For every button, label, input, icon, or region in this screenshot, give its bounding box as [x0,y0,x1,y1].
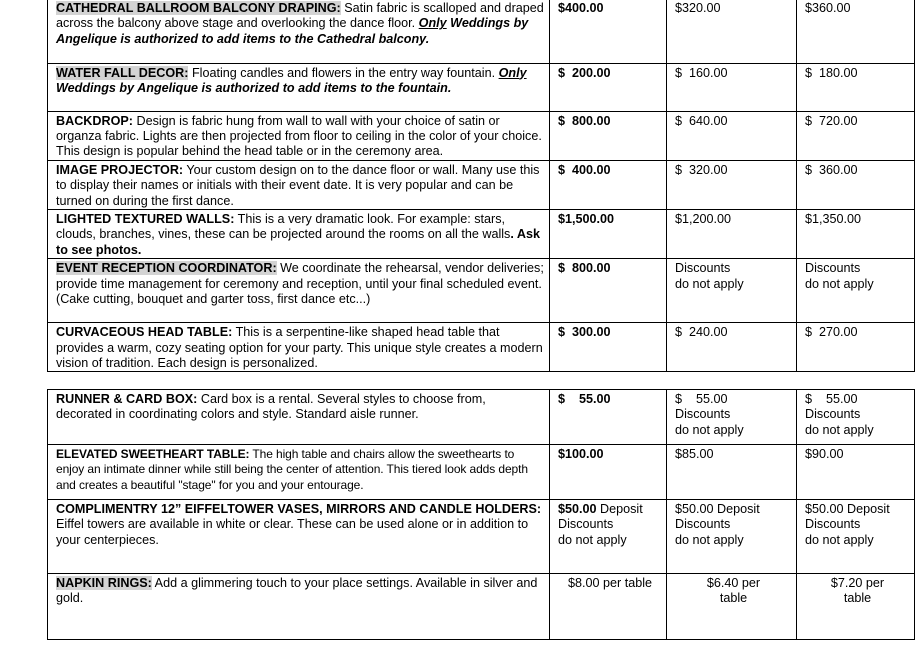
table-row [48,500,915,574]
table-row [48,574,915,640]
price-discount-2: $360.00 [797,0,915,63]
price-regular: $ 55.00 [550,390,667,445]
item-description: BACKDROP: Design is fabric hung from wall to wall with your choice of satin or organza fabric. Lights are then projected from floor to ceiling in the color of your choice. This design is popular behind the head table or in the ceremony area. [48,111,550,160]
item-title: BACKDROP: [56,113,133,128]
item-description: CATHEDRAL BALLROOM BALCONY DRAPING: Satin fabric is scalloped and draped across the balcony above stage and overlooking the dance floor. Only Weddings by Angelique is authorized to add items to the Cathedral balcony. [48,0,550,63]
table-row [48,0,915,63]
item-title: RUNNER & CARD BOX: [56,392,198,406]
table-row [48,111,915,160]
price-regular: $ 300.00 [550,323,667,372]
price-discount-1: $ 55.00 Discounts do not apply [667,390,797,445]
price-discount-1: $ 240.00 [667,323,797,372]
price-discount-2: $7.20 per table [797,574,915,640]
price-regular: $ 800.00 [550,259,667,323]
item-description: NAPKIN RINGS: Add a glimmering touch to your place settings. Available in silver and gold. [48,574,550,640]
item-title: ELEVATED SWEETHEART TABLE: [56,447,250,461]
price-discount-2: $90.00 [797,445,915,500]
item-title: CURVACEOUS HEAD TABLE: [56,325,233,340]
item-title: NAPKIN RINGS: [56,576,152,590]
item-title: WATER FALL DECOR: [56,65,189,80]
price-discount-1: $ 320.00 [667,160,797,209]
table-row [48,259,915,323]
price-regular: $8.00 per table [550,574,667,640]
price-discount-2: $1,350.00 [797,209,915,258]
price-discount-1: $85.00 [667,445,797,500]
price-discount-1: $320.00 [667,0,797,63]
price-discount-1: $50.00 Deposit Discounts do not apply [667,500,797,574]
item-description: RUNNER & CARD BOX: Card box is a rental. Several styles to choose from, decorated in coordinating colors and style. Standard aisle runner. [48,390,550,445]
price-regular: $400.00 [550,0,667,63]
price-discount-1: $1,200.00 [667,209,797,258]
table-row [48,445,915,500]
price-discount-1: $ 160.00 [667,63,797,111]
price-regular: $ 400.00 [550,160,667,209]
item-description: CURVACEOUS HEAD TABLE: This is a serpentine-like shaped head table that provides a warm, cozy seating option for your party. This unique style creates a modern vision of tradition. Each design is personalized. [48,323,550,372]
pricing-table-lower [47,389,915,640]
pricing-table-upper [47,0,915,372]
table-row [48,160,915,209]
price-discount-2: Discounts do not apply [797,259,915,323]
item-title: EVENT RECEPTION COORDINATOR: [56,261,277,276]
price-regular: $ 200.00 [550,63,667,111]
item-description: WATER FALL DECOR: Floating candles and flowers in the entry way fountain. Only Weddings by Angelique is authorized to add items to the fountain. [48,63,550,111]
price-regular: $50.00 Deposit Discounts do not apply [550,500,667,574]
item-title: COMPLIMENTRY 12” EIFFELTOWER VASES, MIRRORS AND CANDLE HOLDERS: [56,502,542,516]
price-discount-2: $50.00 Deposit Discounts do not apply [797,500,915,574]
price-discount-1: $ 640.00 [667,111,797,160]
price-regular: $ 800.00 [550,111,667,160]
item-description: COMPLIMENTRY 12” EIFFELTOWER VASES, MIRRORS AND CANDLE HOLDERS: Eiffel towers are available in white or clear. These can be used alone or in addition to your centerpieces. [48,500,550,574]
table-row [48,209,915,258]
table-row [48,390,915,445]
item-description: LIGHTED TEXTURED WALLS: This is a very dramatic look. For example: stars, clouds, branches, vines, these can be projected around the rooms on all the walls. Ask to see photos. [48,209,550,258]
item-description: IMAGE PROJECTOR: Your custom design on to the dance floor or wall. Many use this to display their names or initials with their event date. It is very popular and can be turned on during the first dance. [48,160,550,209]
price-regular: $1,500.00 [550,209,667,258]
price-discount-2: $ 360.00 [797,160,915,209]
price-discount-2: $ 270.00 [797,323,915,372]
table-row [48,323,915,372]
item-title: IMAGE PROJECTOR: [56,162,184,177]
table-row [48,63,915,111]
item-description: EVENT RECEPTION COORDINATOR: We coordinate the rehearsal, vendor deliveries; provide time management for ceremony and reception, until your final scheduled event. (Cake cutting, bouquet and garter toss, first dance etc...) [48,259,550,323]
price-discount-2: $ 55.00 Discounts do not apply [797,390,915,445]
item-title: CATHEDRAL BALLROOM BALCONY DRAPING: [56,1,341,15]
price-discount-1: $6.40 per table [667,574,797,640]
price-discount-2: $ 180.00 [797,63,915,111]
price-regular: $100.00 [550,445,667,500]
item-description: ELEVATED SWEETHEART TABLE: The high table and chairs allow the sweethearts to enjoy an intimate dinner while still being the center of attention. This tiered look adds depth and creates a beautiful "stage" for you and your entourage. [48,445,550,500]
item-title: LIGHTED TEXTURED WALLS: [56,211,235,226]
price-discount-2: $ 720.00 [797,111,915,160]
price-discount-1: Discounts do not apply [667,259,797,323]
